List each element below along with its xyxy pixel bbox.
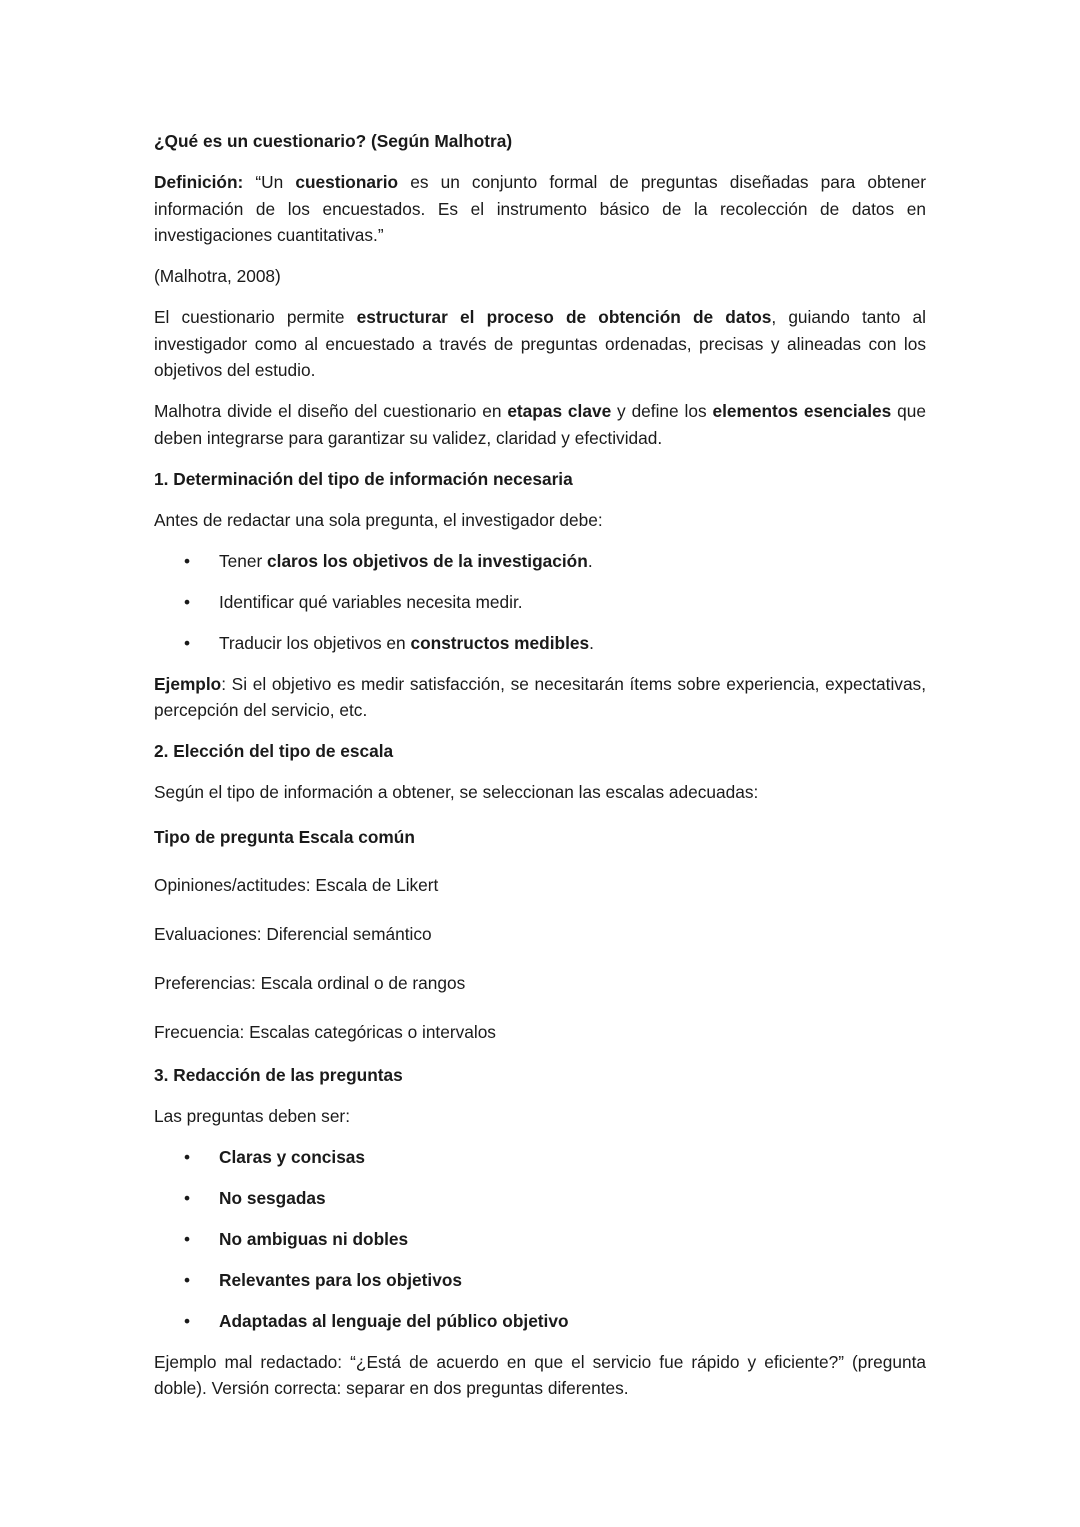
bullet-icon: • <box>184 1187 191 1208</box>
section-1-list <box>154 548 926 657</box>
list-item: • Traducir los objetivos en constructos medibles. <box>154 630 926 657</box>
intro-paragraph: El cuestionario permite estructurar el proceso de obtención de datos, guiando tanto al investigador como al encuestado a través de preguntas ordenadas, precisas y alineadas con los objetivos del estudio. <box>154 307 927 380</box>
section-3-intro: Las preguntas deben ser: <box>154 1105 350 1126</box>
page-title: ¿Qué es un cuestionario? (Según Malhotra) <box>154 131 513 151</box>
section-2-heading: 2. Elección del tipo de escala <box>154 741 394 761</box>
bullet-icon: • <box>184 591 191 612</box>
scale-table-row: Opiniones/actitudes: Escala de Likert <box>154 875 439 895</box>
bullet-icon: • <box>184 550 191 571</box>
bullet-icon: • <box>184 1228 191 1249</box>
list-item: • Relevantes para los objetivos <box>154 1267 926 1294</box>
scale-table-header: Tipo de pregunta Escala común <box>154 826 415 847</box>
stages-paragraph: Malhotra divide el diseño del cuestionario en etapas clave y define los elementos esenciales que deben integrarse para garantizar su validez, claridad y efectividad. <box>154 401 926 448</box>
list-item: • No ambiguas ni dobles <box>154 1226 926 1253</box>
scale-table-row: Frecuencia: Escalas categóricas o intervalos <box>154 1022 496 1042</box>
section-3-bad-example: Ejemplo mal redactado: “¿Está de acuerdo en que el servicio fue rápido y eficiente?” (pregunta doble). Versión correcta: separar en dos preguntas diferentes. <box>154 1351 926 1398</box>
list-item: • No sesgadas <box>154 1185 926 1212</box>
section-1-heading: 1. Determinación del tipo de información necesaria <box>154 468 573 489</box>
section-1-example: Ejemplo: Si el objetivo es medir satisfacción, se necesitarán ítems sobre experiencia, expectativas, percepción del servicio, etc. <box>154 673 926 720</box>
document-body <box>154 128 926 1416</box>
section-2-intro: Según el tipo de información a obtener, se seleccionan las escalas adecuadas: <box>154 782 759 802</box>
scale-table-row: Preferencias: Escala ordinal o de rangos <box>154 973 466 993</box>
citation: (Malhotra, 2008) <box>154 266 281 286</box>
bullet-icon: • <box>184 1310 191 1331</box>
list-item: • Tener claros los objetivos de la investigación. <box>154 548 926 575</box>
section-3-list <box>154 1144 926 1335</box>
bullet-icon: • <box>184 1146 191 1167</box>
definition-paragraph: Definición: “Un cuestionario es un conjunto formal de preguntas diseñadas para obtener información de los encuestados. Es el instrumento básico de la recolección de datos en investigaciones cuantitativas.” <box>154 172 926 245</box>
list-item: • Claras y concisas <box>154 1144 926 1171</box>
section-3-heading: 3. Redacción de las preguntas <box>154 1064 403 1085</box>
definition-label: Definición: <box>154 172 244 192</box>
bullet-icon: • <box>184 632 191 653</box>
bullet-icon: • <box>184 1269 191 1290</box>
list-item: • Identificar qué variables necesita medir. <box>154 589 926 616</box>
scale-table-row: Evaluaciones: Diferencial semántico <box>154 924 432 944</box>
section-1-intro: Antes de redactar una sola pregunta, el investigador debe: <box>154 509 603 530</box>
list-item: • Adaptadas al lenguaje del público objetivo <box>154 1308 926 1335</box>
definition-term: cuestionario <box>295 172 399 192</box>
